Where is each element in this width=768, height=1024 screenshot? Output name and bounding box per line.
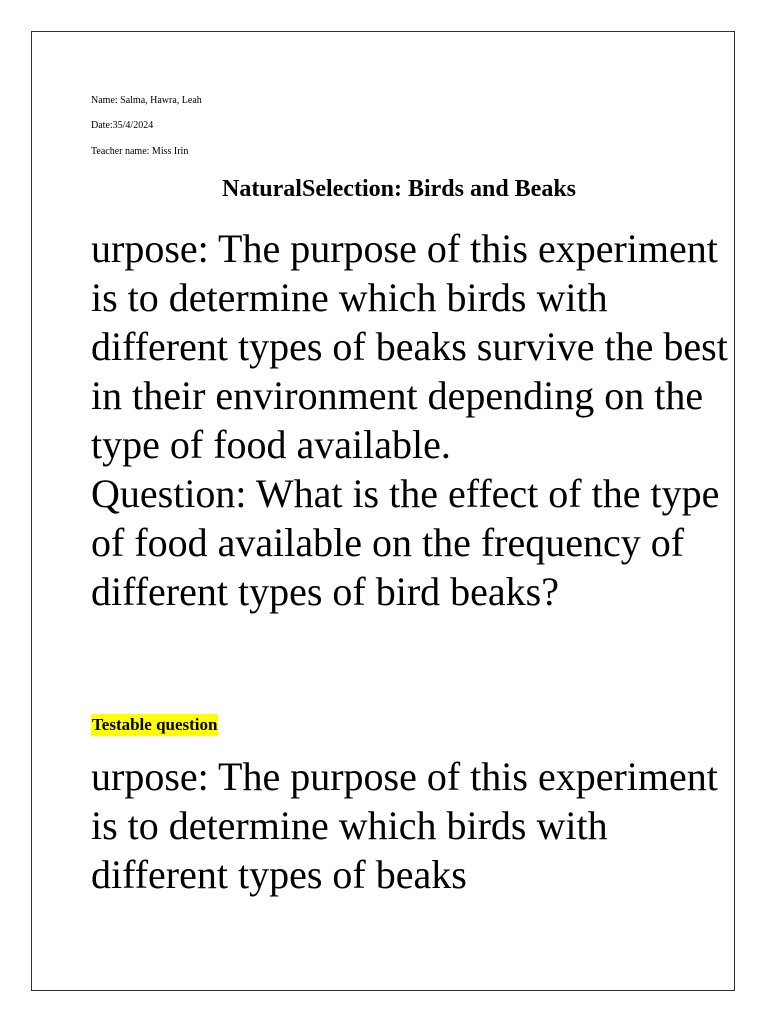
purpose-paragraph: urpose: The purpose of this experiment is to determine which birds with different types of beaks survive the best in their environment depending on the type of food available. — [91, 226, 728, 467]
main-text-block — [91, 224, 731, 616]
repeated-text-block — [91, 752, 731, 899]
student-names: Name: Salma, Hawra, Leah — [91, 95, 202, 106]
question-paragraph: Question: What is the effect of the type of food available on the frequency of different types of bird beaks? — [91, 471, 720, 614]
purpose-paragraph-repeat: urpose: The purpose of this experiment is to determine which birds with different types of beaks — [91, 754, 718, 897]
teacher-name: Teacher name: Miss Irin — [91, 146, 189, 157]
document-title: NaturalSelection: Birds and Beaks — [221, 176, 577, 202]
testable-question-label: Testable question — [92, 715, 218, 734]
date-line: Date:35/4/2024 — [91, 120, 154, 131]
